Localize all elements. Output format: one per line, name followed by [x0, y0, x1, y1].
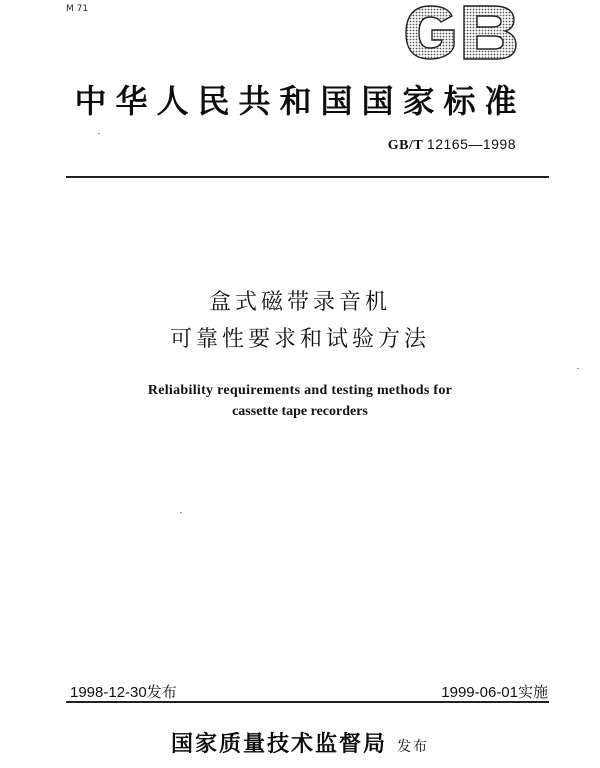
scan-speck	[577, 368, 579, 369]
standard-number-value: 12165—1998	[426, 136, 516, 152]
standard-prefix: GB/T	[387, 138, 423, 153]
effective-date: 1999-06-01实施	[441, 684, 548, 701]
issuer-line	[0, 727, 600, 758]
title-english-line1: Reliability requirements and testing methods for	[147, 383, 453, 398]
standard-number	[388, 136, 516, 154]
gb-logo	[400, 2, 520, 62]
standard-header: 中华人民共和国国家标准	[74, 82, 526, 120]
title-english-line2: cassette tape recorders	[232, 404, 368, 419]
bottom-divider	[66, 701, 549, 703]
top-divider	[66, 176, 549, 178]
issue-date: 1998-12-30发布	[70, 684, 177, 701]
scan-speck	[98, 133, 100, 134]
issuer-action: 发布	[397, 739, 429, 755]
issuer-name: 国家质量技术监督局	[170, 731, 387, 757]
classification-code-text: M 71	[66, 4, 89, 14]
scan-speck	[180, 512, 182, 513]
classification-code	[66, 0, 88, 14]
title-chinese-line2: 可靠性要求和试验方法	[169, 327, 430, 352]
title-chinese-line1: 盒式磁带录音机	[208, 290, 391, 315]
